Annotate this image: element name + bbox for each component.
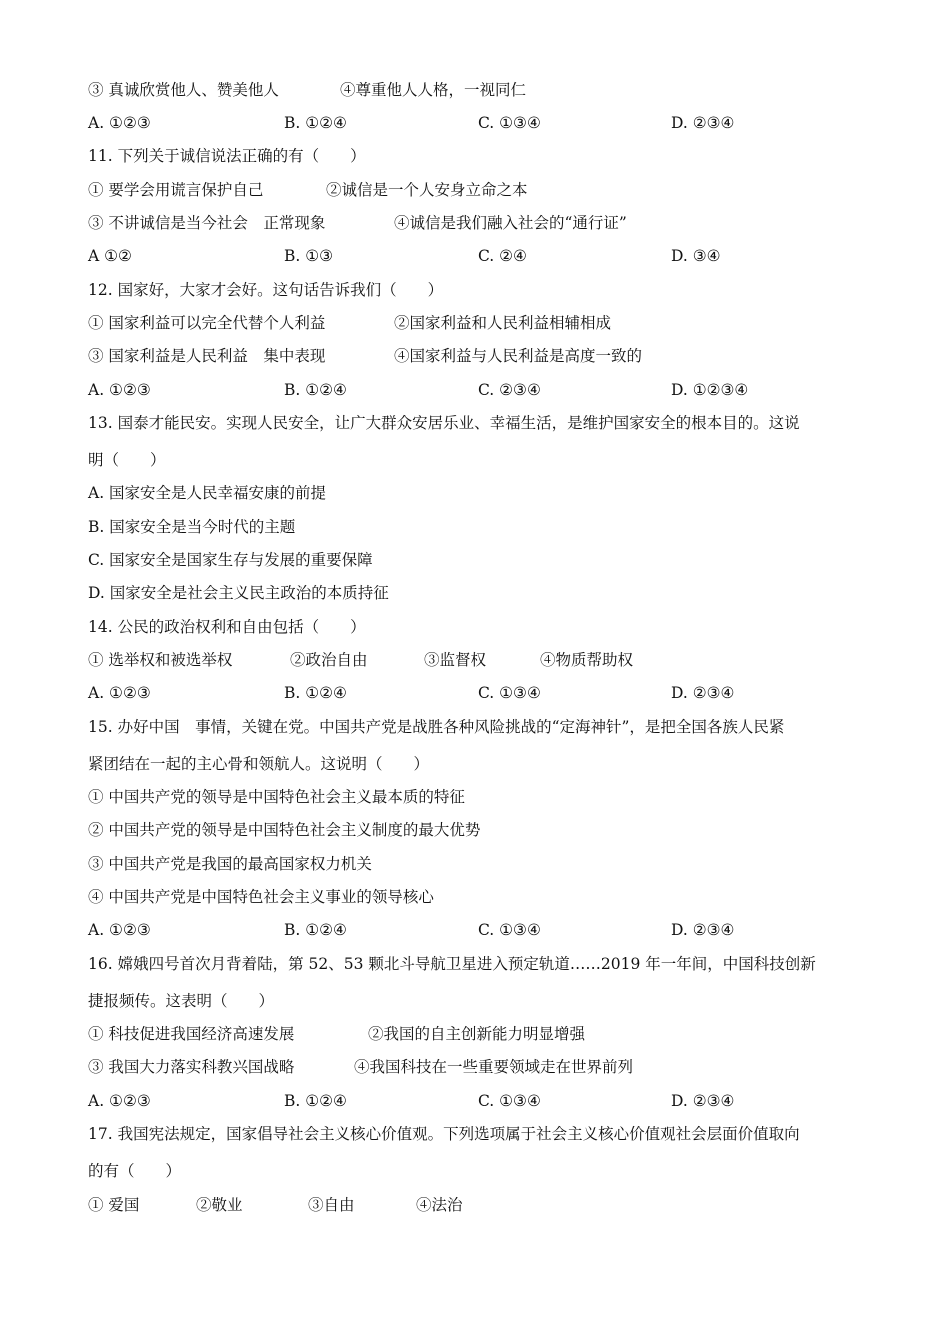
q10-option-c[interactable]: C. ①③④: [478, 114, 541, 132]
q15-option-b[interactable]: B. ①②④: [284, 921, 347, 939]
q10-option-d[interactable]: D. ②③④: [671, 114, 735, 132]
q17-statement-3: ③自由: [308, 1196, 355, 1214]
q13-option-d[interactable]: D. 国家安全是社会主义民主政治的本质持征: [88, 584, 389, 602]
q11-statement-3: ③ 不讲诚信是当今社会 正常现象: [88, 214, 326, 232]
q14-option-d[interactable]: D. ②③④: [671, 684, 735, 702]
q16-stem-line1: 16. 嫦娥四号首次月背着陆，第 52、53 颗北斗导航卫星进入预定轨道……2019 年一年间，中国科技创新: [88, 955, 816, 973]
q12-statement-2: ②国家利益和人民利益相辅相成: [394, 314, 612, 332]
q14-option-c[interactable]: C. ①③④: [478, 684, 541, 702]
q15-stem-line1: 15. 办好中国 事情，关键在党。中国共产党是战胜各种风险挑战的“定海神针”，是把全国各族人民紧: [88, 718, 785, 736]
q16-stem-line2: 捷报频传。这表明（ ）: [88, 992, 275, 1010]
q14-statement-2: ②政治自由: [290, 651, 368, 669]
q16-statement-1: ① 科技促进我国经济高速发展: [88, 1025, 295, 1043]
q17-stem-line2: 的有（ ）: [88, 1162, 182, 1180]
q11-option-a[interactable]: A ①②: [88, 247, 132, 265]
q12-statement-1: ① 国家利益可以完全代替个人利益: [88, 314, 326, 332]
q15-statement-4: ④ 中国共产党是中国特色社会主义事业的领导核心: [88, 888, 434, 906]
q16-option-c[interactable]: C. ①③④: [478, 1092, 541, 1110]
q10-option-a[interactable]: A. ①②③: [88, 114, 151, 132]
q12-option-d[interactable]: D. ①②③④: [671, 381, 749, 399]
q15-option-c[interactable]: C. ①③④: [478, 921, 541, 939]
q11-option-d[interactable]: D. ③④: [671, 247, 721, 265]
q15-statement-1: ① 中国共产党的领导是中国特色社会主义最本质的特征: [88, 788, 465, 806]
q17-statement-4: ④法治: [416, 1196, 463, 1214]
q15-stem-line2: 紧团结在一起的主心骨和领航人。这说明（ ）: [88, 755, 430, 773]
q12-stem: 12. 国家好，大家才会好。这句话告诉我们（ ）: [88, 281, 444, 299]
q15-statement-2: ② 中国共产党的领导是中国特色社会主义制度的最大优势: [88, 821, 481, 839]
q16-option-d[interactable]: D. ②③④: [671, 1092, 735, 1110]
q11-statement-2: ②诚信是一个人安身立命之本: [326, 181, 528, 199]
q15-option-d[interactable]: D. ②③④: [671, 921, 735, 939]
q17-stem-line1: 17. 我国宪法规定，国家倡导社会主义核心价值观。下列选项属于社会主义核心价值观社会层面价值取向: [88, 1125, 800, 1143]
q13-option-c[interactable]: C. 国家安全是国家生存与发展的重要保障: [88, 551, 373, 569]
q16-statement-2: ②我国的自主创新能力明显增强: [368, 1025, 586, 1043]
q12-statement-3: ③ 国家利益是人民利益 集中表现: [88, 347, 326, 365]
q11-option-b[interactable]: B. ①③: [284, 247, 334, 265]
q13-stem-line1: 13. 国泰才能民安。实现人民安全，让广大群众安居乐业、幸福生活，是维护国家安全的根本目的。这说: [88, 414, 800, 432]
q16-option-a[interactable]: A. ①②③: [88, 1092, 151, 1110]
q11-option-c[interactable]: C. ②④: [478, 247, 527, 265]
q15-option-a[interactable]: A. ①②③: [88, 921, 151, 939]
q14-statement-3: ③监督权: [424, 651, 487, 669]
q11-statement-4: ④诚信是我们融入社会的“通行证”: [394, 214, 627, 232]
q12-option-b[interactable]: B. ①②④: [284, 381, 347, 399]
q16-option-b[interactable]: B. ①②④: [284, 1092, 347, 1110]
q12-option-c[interactable]: C. ②③④: [478, 381, 541, 399]
q17-statement-1: ① 爱国: [88, 1196, 140, 1214]
q13-stem-line2: 明（ ）: [88, 451, 166, 469]
q14-statement-1: ① 选举权和被选举权: [88, 651, 233, 669]
q11-stem: 11. 下列关于诚信说法正确的有（ ）: [88, 147, 366, 165]
q14-stem: 14. 公民的政治权利和自由包括（ ）: [88, 618, 366, 636]
q14-option-b[interactable]: B. ①②④: [284, 684, 347, 702]
q14-option-a[interactable]: A. ①②③: [88, 684, 151, 702]
q12-statement-4: ④国家利益与人民利益是高度一致的: [394, 347, 643, 365]
q15-statement-3: ③ 中国共产党是我国的最高国家权力机关: [88, 855, 372, 873]
q13-option-a[interactable]: A. 国家安全是人民幸福安康的前提: [88, 484, 327, 502]
q14-statement-4: ④物质帮助权: [540, 651, 634, 669]
q16-statement-3: ③ 我国大力落实科教兴国战略: [88, 1058, 295, 1076]
q10-statement-4: ④尊重他人人格，一视同仁: [340, 81, 527, 99]
q16-statement-4: ④我国科技在一些重要领域走在世界前列: [354, 1058, 634, 1076]
q11-statement-1: ① 要学会用谎言保护自己: [88, 181, 264, 199]
q13-option-b[interactable]: B. 国家安全是当今时代的主题: [88, 518, 296, 536]
q10-statement-3: ③ 真诚欣赏他人、赞美他人: [88, 81, 279, 99]
q10-option-b[interactable]: B. ①②④: [284, 114, 347, 132]
q12-option-a[interactable]: A. ①②③: [88, 381, 151, 399]
q17-statement-2: ②敬业: [196, 1196, 243, 1214]
